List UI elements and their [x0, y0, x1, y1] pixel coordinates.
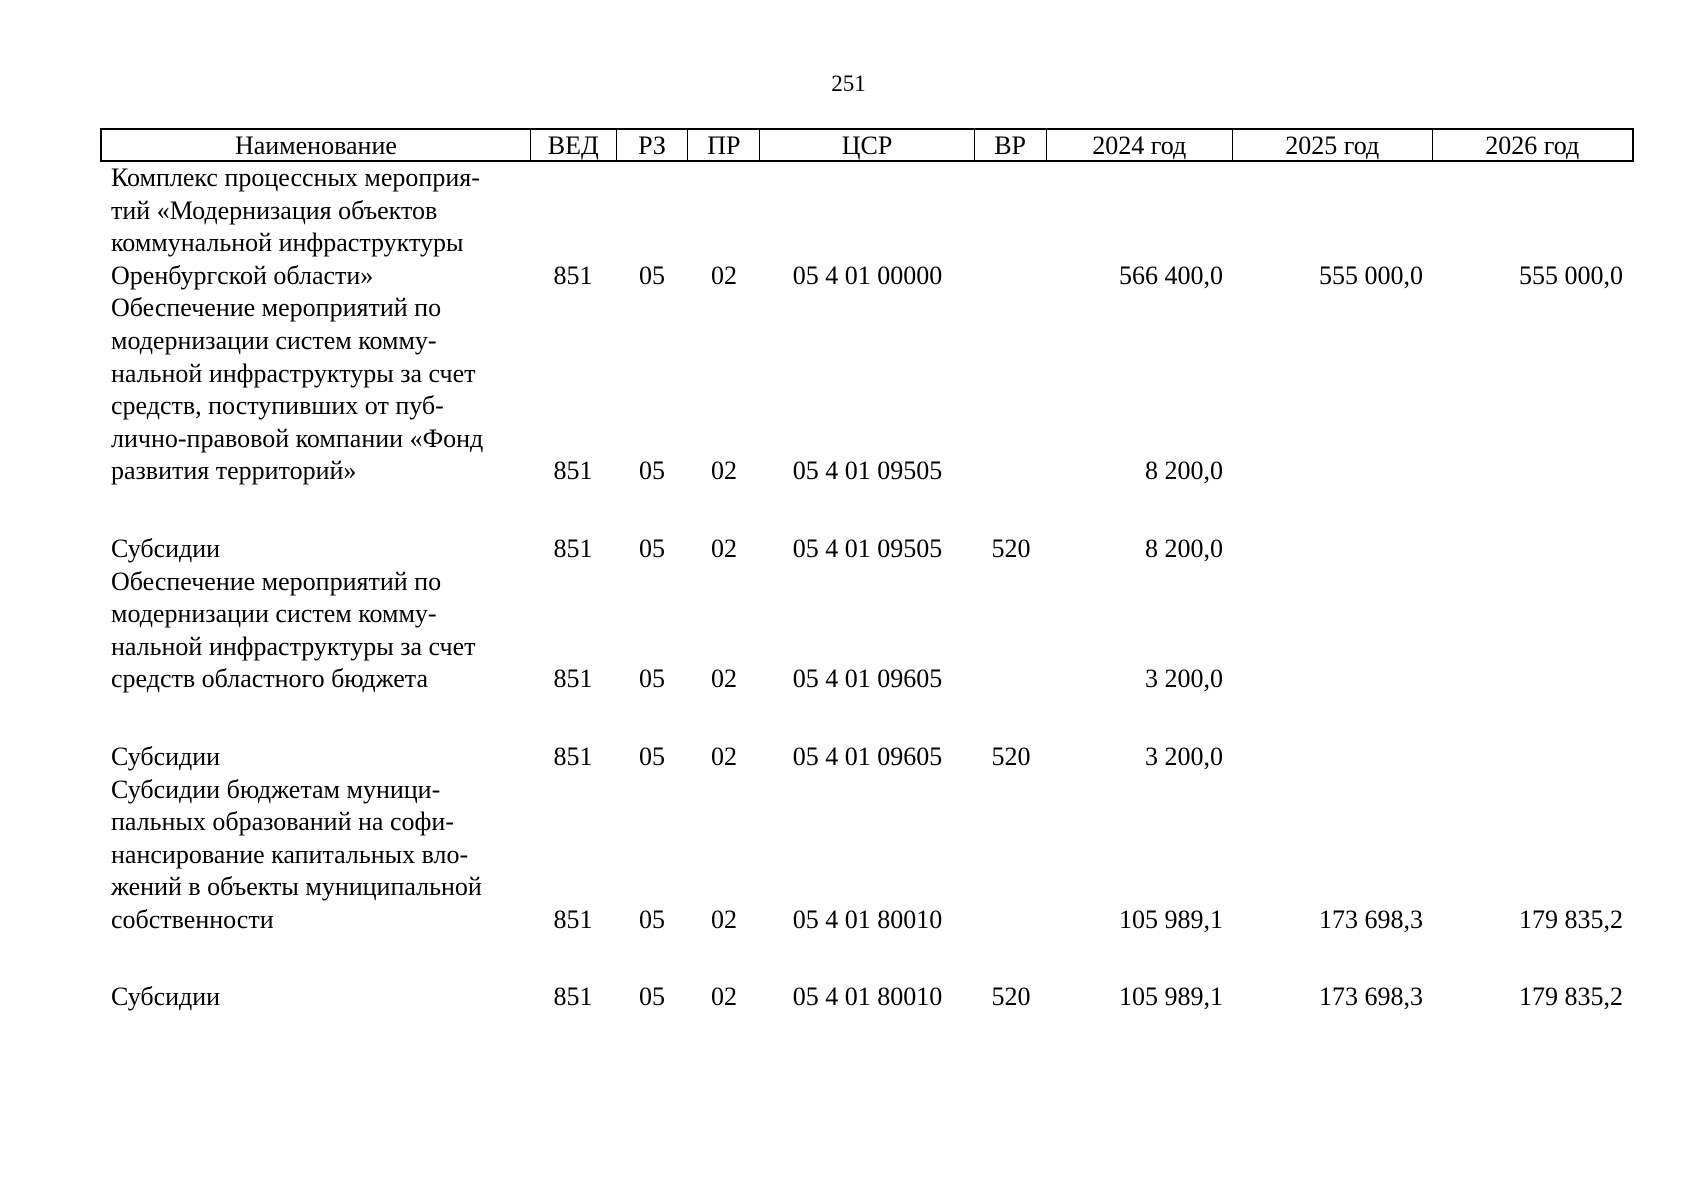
row-vr: 520: [991, 533, 1031, 563]
table-row: [100, 162, 1634, 292]
row-csr: 05 4 01 80010: [792, 904, 943, 934]
column-header-name: Наименование: [102, 130, 531, 160]
row-csr: 05 4 01 09605: [792, 741, 943, 771]
row-2024: 105 989,1: [1119, 904, 1223, 934]
row-csr: 05 4 01 00000: [792, 260, 943, 290]
page-number: 251: [831, 71, 866, 96]
table-row: [100, 981, 1634, 1014]
column-header-2026: 2026 год: [1485, 131, 1580, 160]
row-2024: 3 200,0: [1145, 664, 1223, 694]
row-2024: 8 200,0: [1145, 456, 1223, 486]
row-2026: 179 835,2: [1519, 982, 1623, 1012]
row-rz: 05: [639, 533, 665, 563]
column-header-vr: ВР: [975, 130, 1047, 160]
row-ved: 851: [553, 664, 593, 694]
row-2026: 179 835,2: [1519, 904, 1623, 934]
column-header-2024: 2024 год: [1047, 130, 1234, 160]
row-2024: 566 400,0: [1119, 260, 1223, 290]
row-csr: 05 4 01 80010: [792, 982, 943, 1012]
row-name: Субсидии: [111, 982, 221, 1012]
row-name: Субсидии: [111, 533, 221, 563]
table-body: [100, 162, 1634, 1014]
row-pr: 02: [711, 533, 737, 563]
row-rz: 05: [639, 904, 665, 934]
row-rz: 05: [639, 741, 665, 771]
table-row: [100, 566, 1634, 696]
row-vr: 520: [991, 982, 1031, 1012]
row-pr: 02: [711, 260, 737, 290]
row-name: Субсидии бюджетам муници- пальных образований на софи- нансирование капитальных вло- жений в объекты муниципальной собственности: [111, 774, 482, 934]
row-2024: 105 989,1: [1119, 982, 1223, 1012]
table-row: [100, 292, 1634, 488]
row-rz: 05: [639, 982, 665, 1012]
row-name: Обеспечение мероприятий по модернизации систем комму- нальной инфраструктуры за счет средств, поступивших от пуб- лично-правовой компании «Фонд развития территорий»: [111, 293, 484, 486]
row-pr: 02: [711, 456, 737, 486]
row-2026: 555 000,0: [1519, 260, 1623, 290]
row-pr: 02: [711, 982, 737, 1012]
row-pr: 02: [711, 664, 737, 694]
table-header: [100, 128, 1634, 162]
row-ved: 851: [553, 456, 593, 486]
column-header-2025: 2025 год: [1233, 130, 1432, 160]
row-ved: 851: [553, 904, 593, 934]
column-header-csr: ЦСР: [760, 130, 974, 160]
row-csr: 05 4 01 09505: [792, 533, 943, 563]
table-row: [100, 741, 1634, 774]
row-name: Комплекс процессных мероприя- тий «Модернизация объектов коммунальной инфраструктуры Оренбургской области»: [111, 163, 480, 290]
row-rz: 05: [639, 260, 665, 290]
row-ved: 851: [553, 260, 593, 290]
row-2025: 555 000,0: [1319, 260, 1423, 290]
row-name: Субсидии: [111, 741, 221, 771]
row-2024: 3 200,0: [1145, 741, 1223, 771]
row-csr: 05 4 01 09605: [792, 664, 943, 694]
table-row: [100, 533, 1634, 566]
row-csr: 05 4 01 09505: [792, 456, 943, 486]
column-header-rz: РЗ: [617, 130, 689, 160]
row-name: Обеспечение мероприятий по модернизации систем комму- нальной инфраструктуры за счет средств областного бюджета: [111, 566, 476, 694]
row-ved: 851: [553, 982, 593, 1012]
row-2024: 8 200,0: [1145, 533, 1223, 563]
row-ved: 851: [553, 533, 593, 563]
row-pr: 02: [711, 904, 737, 934]
table-row: [100, 774, 1634, 937]
row-rz: 05: [639, 664, 665, 694]
column-header-ved: ВЕД: [531, 130, 617, 160]
row-vr: 520: [991, 741, 1031, 771]
row-2025: 173 698,3: [1319, 904, 1423, 934]
row-2025: 173 698,3: [1319, 982, 1423, 1012]
row-pr: 02: [711, 741, 737, 771]
row-ved: 851: [553, 741, 593, 771]
row-rz: 05: [639, 456, 665, 486]
column-header-pr: ПР: [688, 130, 760, 160]
